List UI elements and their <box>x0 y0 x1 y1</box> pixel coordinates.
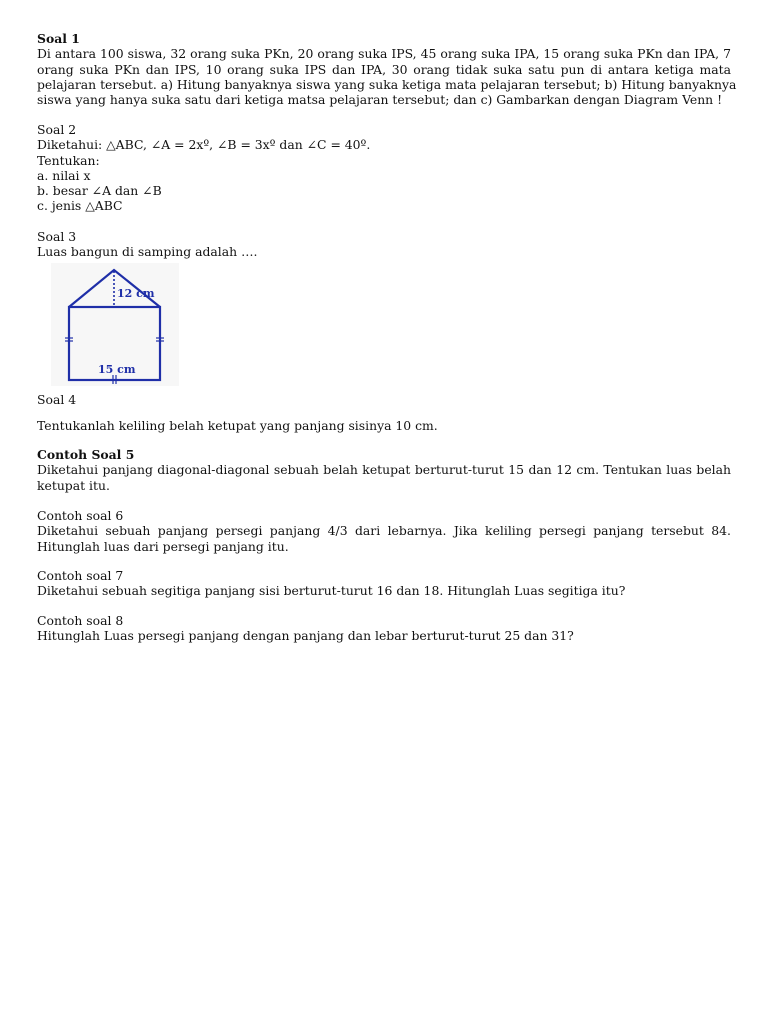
soal-1-line: siswa yang hanya suka satu dari ketiga matsa pelajaran tersebut; dan c) Gambarkan dengan Diagram Venn ! <box>37 92 723 108</box>
soal-7-section <box>37 568 731 599</box>
soal-8-title: Contoh soal 8 <box>37 613 124 628</box>
soal-5-line: ketupat itu. <box>37 477 110 493</box>
soal-8-section <box>37 613 731 644</box>
soal-2-section <box>37 122 731 214</box>
soal-2-line: Tentukan: <box>37 152 100 168</box>
house-shape-figure <box>51 263 179 386</box>
soal-5-title: Contoh Soal 5 <box>37 447 135 462</box>
soal-7-title: Contoh soal 7 <box>37 568 124 583</box>
soal-6-line: Diketahui sebuah panjang persegi panjang 4/3 dari lebarnya. Jika keliling persegi panjang tersebut 84. <box>37 523 731 539</box>
soal-3-section <box>37 229 731 260</box>
soal-4-section <box>37 392 731 407</box>
soal-5-section <box>37 447 731 493</box>
soal-7-line: Diketahui sebuah segitiga panjang sisi berturut-turut 16 dan 18. Hitunglah Luas segitiga itu? <box>37 583 626 599</box>
soal-2-line: Diketahui: △ABC, ∠A = 2xº, ∠B = 3xº dan ∠C = 40º. <box>37 137 371 153</box>
soal-8-line: Hitunglah Luas persegi panjang dengan panjang dan lebar berturut-turut 25 dan 31? <box>37 628 574 644</box>
soal-6-section <box>37 508 731 554</box>
soal-2-title: Soal 2 <box>37 122 77 137</box>
soal-1-title: Soal 1 <box>37 31 80 46</box>
soal-1-line: orang suka PKn dan IPS, 10 orang suka IPS dan IPA, 30 orang tidak suka satu pun di antara ketiga mata <box>37 61 731 77</box>
soal-4-title: Soal 4 <box>37 392 77 407</box>
soal-4-body <box>37 418 731 433</box>
soal-6-line: Hitunglah luas dari persegi panjang itu. <box>37 538 289 554</box>
soal-1-section <box>37 31 737 108</box>
soal-2-line: b. besar ∠A dan ∠B <box>37 183 162 199</box>
soal-1-line: pelajaran tersebut. a) Hitung banyaknya siswa yang suka ketiga mata pelajaran tersebut; b) Hitung banyaknya <box>37 76 737 92</box>
soal-6-title: Contoh soal 6 <box>37 508 124 523</box>
base-label: 15 cm <box>98 363 136 376</box>
height-label: 12 cm <box>117 287 155 300</box>
soal-3-title: Soal 3 <box>37 229 77 244</box>
soal-2-line: a. nilai x <box>37 167 91 183</box>
soal-4-line: Tentukanlah keliling belah ketupat yang panjang sisinya 10 cm. <box>37 418 438 433</box>
soal-3-line: Luas bangun di samping adalah …. <box>37 244 258 260</box>
soal-5-line: Diketahui panjang diagonal-diagonal sebuah belah ketupat berturut-turut 15 dan 12 cm. Tentukan luas belah <box>37 462 731 478</box>
soal-2-line: c. jenis △ABC <box>37 198 123 214</box>
house-shape-diagram <box>51 263 179 386</box>
soal-1-line: Di antara 100 siswa, 32 orang suka PKn, 20 orang suka IPS, 45 orang suka IPA, 15 orang suka PKn dan IPA, 7 <box>37 46 731 62</box>
